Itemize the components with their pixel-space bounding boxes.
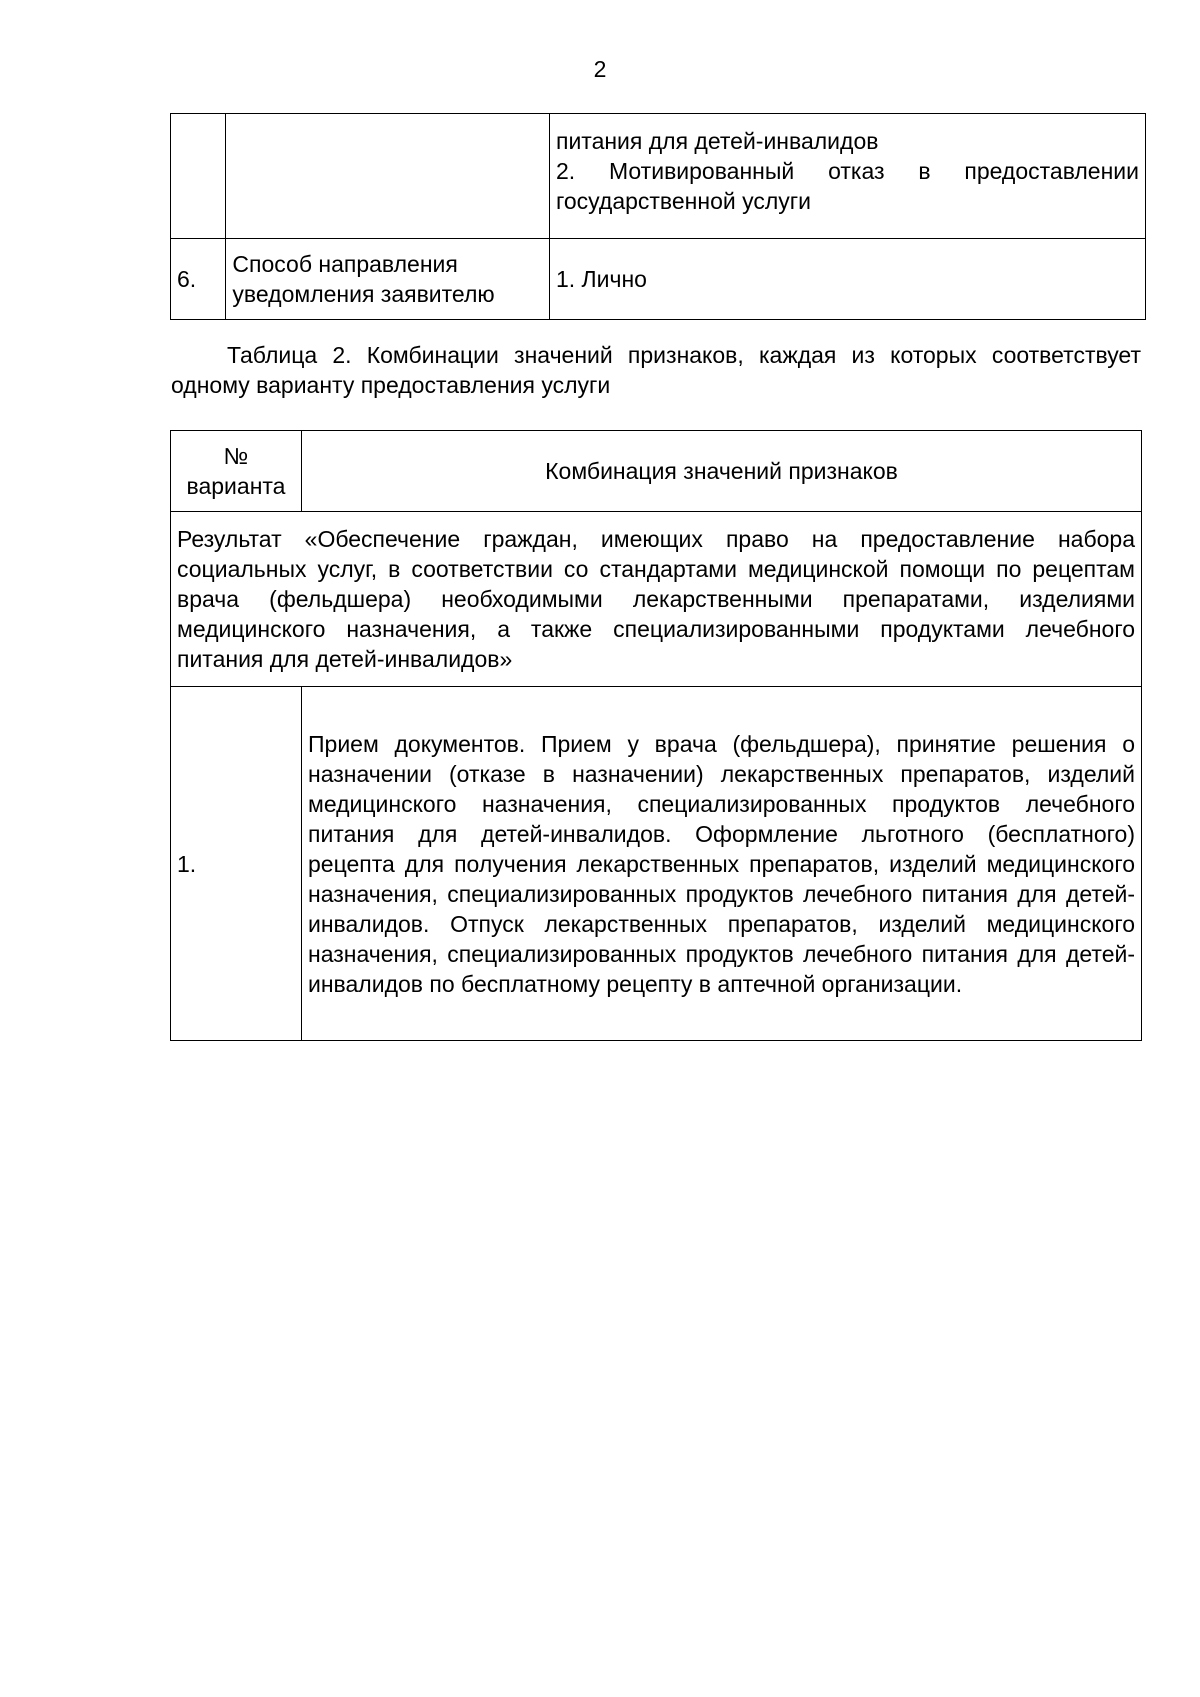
header-variant-number: № варианта: [171, 431, 302, 512]
table-header-row: [171, 431, 1142, 512]
value-line: 2. Мотивированный отказ в предоставлении государственной услуги: [555, 158, 1139, 214]
variants-table: [170, 430, 1142, 1041]
row-name-cell: [226, 114, 550, 239]
variant-number-cell: 1.: [171, 687, 302, 1041]
result-cell: Результат «Обеспечение граждан, имеющих право на предоставление набора социальных услуг, в соответствии со стандартами медицинской помощи по рецептам врача (фельдшера) необходимыми лекарственными препаратами, изделиями медицинского назначения, а также специализированными продуктами лечебного питания для детей-инвалидов»: [171, 512, 1142, 687]
table-row: [171, 114, 1146, 239]
row-value-cell: 1. Лично: [549, 239, 1145, 320]
page-number: 2: [593, 56, 607, 82]
table-row: [171, 687, 1142, 1041]
variant-combination-cell: Прием документов. Прием у врача (фельдшера), принятие решения о назначении (отказе в назначении) лекарственных препаратов, изделий медицинского назначения, специализированных продуктов лечебного питания для детей-инвалидов. Оформление льготного (бесплатного) рецепта для получения лекарственных препаратов, изделий медицинского назначения, специализированных продуктов лечебного питания для детей-инвалидов. Отпуск лекарственных препаратов, изделий медицинского назначения, специализированных продуктов лечебного питания для детей-инвалидов по бесплатному рецепту в аптечной организации.: [302, 687, 1142, 1041]
row-number-cell: 6.: [171, 239, 226, 320]
table-caption: Таблица 2. Комбинации значений признаков, каждая из которых соответствует одному варианту предоставления услуги: [171, 342, 1141, 398]
header-combination: Комбинация значений признаков: [302, 431, 1142, 512]
row-value-cell: [549, 114, 1145, 239]
row-number-cell: [171, 114, 226, 239]
result-row: [171, 512, 1142, 687]
table-row: [171, 239, 1146, 320]
services-table-continuation: [170, 113, 1146, 320]
row-name-cell: Способ направления уведомления заявителю: [226, 239, 550, 320]
value-line: питания для детей-инвалидов: [555, 128, 879, 154]
